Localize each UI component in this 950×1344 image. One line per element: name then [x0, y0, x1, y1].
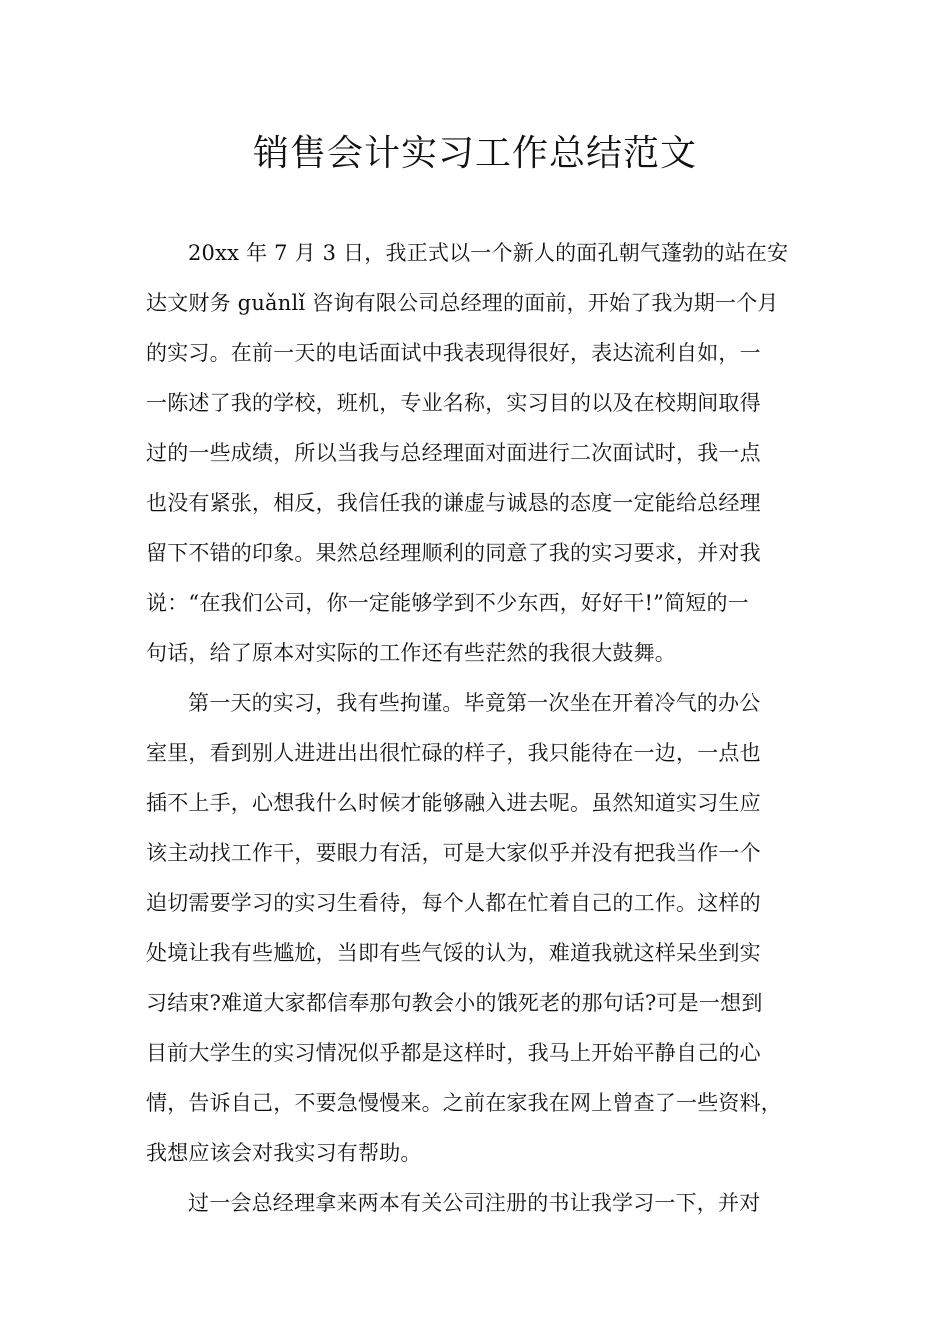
paragraph-line: 说：“在我们公司，你一定能够学到不少东西，好好干!”简短的一 [146, 591, 749, 615]
paragraph-line: 留下不错的印象。果然总经理顺利的同意了我的实习要求，并对我 [146, 541, 761, 565]
paragraph-line: 句话，给了原本对实际的工作还有些茫然的我很大鼓舞。 [146, 641, 676, 665]
paragraph-line: 也没有紧张，相反，我信任我的谦虚与诚恳的态度一定能给总经理 [146, 491, 761, 515]
paragraph-line: 一陈述了我的学校，班机，专业名称，实习目的以及在校期间取得 [146, 391, 761, 415]
paragraph-line: 的实习。在前一天的电话面试中我表现得很好，表达流利自如，一 [146, 341, 761, 365]
document-title: 销售会计实习工作总结范文 [252, 133, 697, 174]
paragraph-line: 室里，看到别人进进出出很忙碌的样子，我只能待在一边，一点也 [146, 741, 761, 765]
paragraph [146, 1178, 836, 1228]
paragraph [146, 678, 836, 1178]
paragraph [146, 228, 836, 678]
paragraph-line: 习结束?难道大家都信奉那句教会小的饿死老的那句话?可是一想到 [146, 991, 763, 1015]
document-body [146, 228, 836, 1228]
paragraph-line: 迫切需要学习的实习生看待，每个人都在忙着自己的工作。这样的 [146, 891, 761, 915]
paragraph-line: 20xx 年 7 月 3 日，我正式以一个新人的面孔朝气蓬勃的站在安 [188, 241, 789, 265]
paragraph-line: 情，告诉自己，不要急慢慢来。之前在家我在网上曾查了一些资料， [146, 1091, 782, 1115]
paragraph-line: 该主动找工作干，要眼力有活，可是大家似乎并没有把我当作一个 [146, 841, 761, 865]
paragraph-line: 插不上手，心想我什么时候才能够融入进去呢。虽然知道实习生应 [146, 791, 761, 815]
paragraph-line: 过的一些成绩，所以当我与总经理面对面进行二次面试时，我一点 [146, 441, 761, 465]
paragraph-line: 处境让我有些尴尬，当即有些气馁的认为，难道我就这样呆坐到实 [146, 941, 761, 965]
paragraph-line: 目前大学生的实习情况似乎都是这样时，我马上开始平静自己的心 [146, 1041, 761, 1065]
paragraph-line: 我想应该会对我实习有帮助。 [146, 1141, 422, 1165]
paragraph-line: 过一会总经理拿来两本有关公司注册的书让我学习一下，并对 [188, 1191, 761, 1215]
paragraph-line: 第一天的实习，我有些拘谨。毕竟第一次坐在开着冷气的办公 [188, 691, 761, 715]
paragraph-line: 达文财务 guǎnlǐ 咨询有限公司总经理的面前，开始了我为期一个月 [146, 291, 779, 315]
